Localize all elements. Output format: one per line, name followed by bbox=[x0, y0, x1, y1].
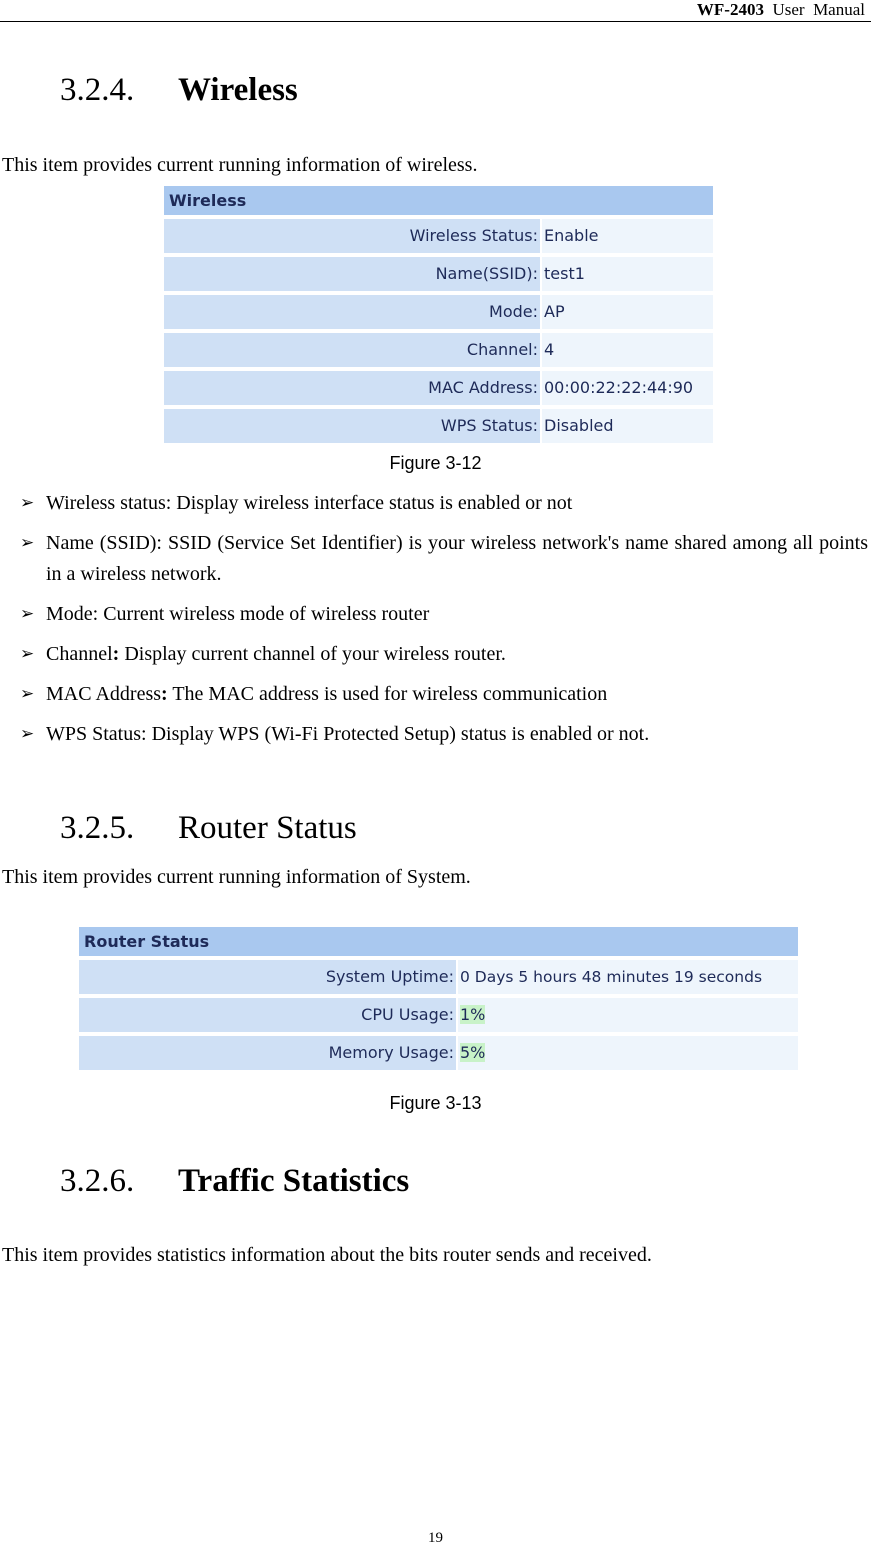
list-item-text: Display current channel of your wireless router. bbox=[119, 643, 506, 665]
row-value bbox=[458, 998, 798, 1032]
arrow-bullet-icon: ➢ bbox=[20, 533, 35, 553]
list-item-text: Wireless status: Display wireless interface status is enabled or not bbox=[46, 492, 573, 514]
panel-row bbox=[164, 295, 713, 329]
arrow-bullet-icon: ➢ bbox=[20, 604, 35, 624]
panel-title: Router Status bbox=[79, 927, 798, 956]
row-value: Enable bbox=[542, 219, 713, 253]
traffic-statistics-intro: This item provides statistics information about the bits router sends and received. bbox=[2, 1244, 652, 1266]
section-title: Wireless bbox=[178, 72, 298, 108]
section-number: 3.2.4. bbox=[60, 72, 135, 108]
panel-row bbox=[79, 1036, 798, 1070]
row-label: Name(SSID): bbox=[164, 257, 540, 291]
row-value bbox=[458, 1036, 798, 1070]
arrow-bullet-icon: ➢ bbox=[20, 724, 35, 744]
list-item-text: The MAC address is used for wireless communication bbox=[167, 683, 608, 705]
panel-row bbox=[164, 371, 713, 405]
cpu-usage-value: 1% bbox=[460, 1005, 486, 1024]
router-status-panel bbox=[79, 927, 798, 1070]
section-heading-traffic-statistics bbox=[60, 1163, 409, 1200]
section-number: 3.2.5. bbox=[60, 810, 135, 846]
list-item bbox=[8, 528, 868, 590]
row-value: 00:00:22:22:44:90 bbox=[542, 371, 713, 405]
list-item bbox=[8, 639, 868, 670]
panel-title: Wireless bbox=[164, 186, 713, 215]
panel-row bbox=[164, 409, 713, 443]
row-value: test1 bbox=[542, 257, 713, 291]
wireless-field-list bbox=[8, 488, 868, 759]
arrow-bullet-icon: ➢ bbox=[20, 644, 35, 664]
section-heading-router-status bbox=[60, 810, 357, 847]
row-label: Mode: bbox=[164, 295, 540, 329]
list-item bbox=[8, 599, 868, 630]
list-item-text: Name (SSID): SSID (Service Set Identifier) is your wireless network's name shared among all points in a wireless network. bbox=[46, 532, 868, 585]
row-value: Disabled bbox=[542, 409, 713, 443]
header-model: WF-2403 bbox=[696, 0, 764, 19]
header-rule bbox=[0, 21, 871, 22]
list-item bbox=[8, 488, 868, 519]
section-number: 3.2.6. bbox=[60, 1163, 135, 1199]
row-label: Memory Usage: bbox=[79, 1036, 456, 1070]
row-value: 4 bbox=[542, 333, 713, 367]
row-label: Wireless Status: bbox=[164, 219, 540, 253]
figure-caption-3-12: Figure 3-12 bbox=[389, 453, 482, 473]
list-item bbox=[8, 719, 868, 750]
figure-caption-3-13: Figure 3-13 bbox=[389, 1093, 482, 1113]
section-title: Router Status bbox=[178, 810, 357, 846]
wireless-intro: This item provides current running information of wireless. bbox=[2, 154, 478, 176]
row-value: 0 Days 5 hours 48 minutes 19 seconds bbox=[458, 960, 798, 994]
panel-row bbox=[164, 257, 713, 291]
memory-usage-value: 5% bbox=[460, 1043, 486, 1062]
list-item-colon: : bbox=[112, 643, 120, 665]
row-label: System Uptime: bbox=[79, 960, 456, 994]
row-label: MAC Address: bbox=[164, 371, 540, 405]
row-label: WPS Status: bbox=[164, 409, 540, 443]
running-header bbox=[697, 0, 865, 20]
panel-row bbox=[164, 219, 713, 253]
list-item-text: Mode: Current wireless mode of wireless router bbox=[46, 603, 430, 625]
list-item bbox=[8, 679, 868, 710]
panel-row bbox=[79, 960, 798, 994]
arrow-bullet-icon: ➢ bbox=[20, 684, 35, 704]
section-heading-wireless bbox=[60, 72, 298, 109]
row-label: CPU Usage: bbox=[79, 998, 456, 1032]
list-item-text: WPS Status: Display WPS (Wi-Fi Protected Setup) status is enabled or not. bbox=[46, 723, 650, 745]
list-item-term: MAC Address bbox=[46, 683, 162, 705]
panel-row bbox=[164, 333, 713, 367]
panel-row bbox=[79, 998, 798, 1032]
wireless-status-panel bbox=[164, 186, 713, 443]
arrow-bullet-icon: ➢ bbox=[20, 493, 35, 513]
row-value: AP bbox=[542, 295, 713, 329]
list-item-term: Channel bbox=[46, 643, 113, 665]
list-item-colon: : bbox=[161, 683, 168, 705]
header-title: User Manual bbox=[772, 0, 865, 19]
router-status-intro: This item provides current running information of System. bbox=[2, 866, 471, 888]
section-title: Traffic Statistics bbox=[178, 1163, 410, 1199]
row-label: Channel: bbox=[164, 333, 540, 367]
page-number: 19 bbox=[428, 1530, 443, 1546]
